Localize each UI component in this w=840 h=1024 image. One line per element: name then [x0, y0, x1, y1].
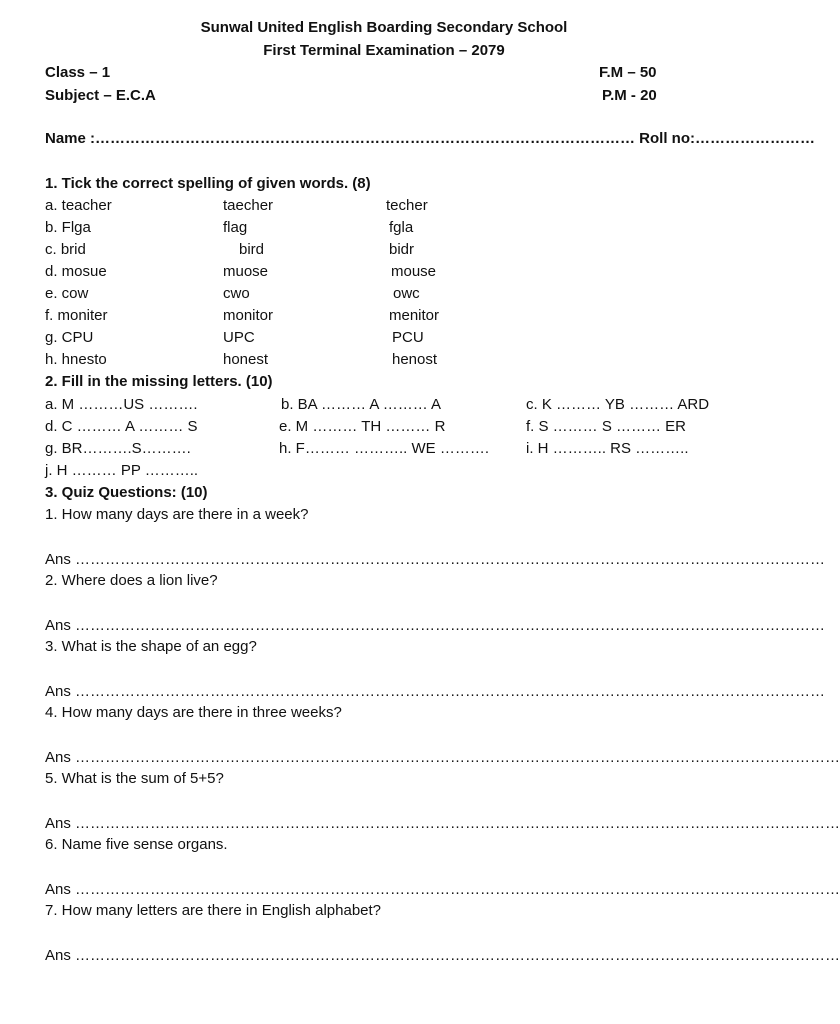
quiz-question: 7. How many letters are there in English alphabet?	[45, 902, 382, 919]
section1-item: h. hnesto	[45, 351, 107, 368]
answer-line[interactable]: Ans ………………………………………………………………………………………………………………………………………	[45, 815, 840, 832]
section1-option: owc	[393, 285, 420, 302]
section1-option: UPC	[223, 329, 255, 346]
section1-item: d. mosue	[45, 263, 107, 280]
quiz-question: 6. Name five sense organs.	[45, 836, 228, 853]
answer-line[interactable]: Ans ………………………………………………………………………………………………………………………………………	[45, 881, 840, 898]
section2-item: a. M ………US ……….	[45, 396, 198, 413]
section1-item: g. CPU	[45, 329, 94, 346]
section2-item: i. H ……….. RS ………..	[526, 440, 689, 457]
answer-line[interactable]: Ans ………………………………………………………………………………………………………………………………………	[45, 749, 840, 766]
section1-option: bird	[239, 241, 265, 258]
section1-option: mouse	[391, 263, 437, 280]
answer-line[interactable]: Ans ……………………………………………………………………………………………………………………………………	[45, 551, 826, 568]
section1-option: muose	[223, 263, 269, 280]
section1-item: a. teacher	[45, 197, 112, 214]
section2-item: b. BA ……… A ……… A	[281, 396, 442, 413]
section2-item: c. K ……… YB ……… ARD	[526, 396, 710, 413]
section1-title: 1. Tick the correct spelling of given words. (8)	[45, 175, 371, 192]
section2-item: h. F……… ……….. WE ……….	[279, 440, 490, 457]
school-name: Sunwal United English Boarding Secondary School	[200, 19, 568, 36]
quiz-question: 3. What is the shape of an egg?	[45, 638, 257, 655]
section2-item: g. BR……….S……….	[45, 440, 191, 457]
exam-title: First Terminal Examination – 2079	[263, 42, 505, 59]
quiz-question: 4. How many days are there in three weeks?	[45, 704, 342, 721]
section1-option: menitor	[389, 307, 440, 324]
section1-option: cwo	[223, 285, 250, 302]
section3-title: 3. Quiz Questions: (10)	[45, 484, 208, 501]
class-label: Class – 1	[45, 64, 111, 81]
section1-item: e. cow	[45, 285, 89, 302]
answer-line[interactable]: Ans ……………………………………………………………………………………………………………………………………	[45, 683, 826, 700]
quiz-question: 5. What is the sum of 5+5?	[45, 770, 224, 787]
section1-option: taecher	[223, 197, 274, 214]
section1-option: techer	[386, 197, 428, 214]
answer-line[interactable]: Ans ……………………………………………………………………………………………………………………………………	[45, 617, 826, 634]
quiz-question: 1. How many days are there in a week?	[45, 506, 309, 523]
name-roll-line: Name :……………………………………………………………………………………………… Roll no:……………………	[45, 130, 816, 147]
section1-option: PCU	[392, 329, 424, 346]
section1-option: fgla	[389, 219, 414, 236]
section1-item: c. brid	[45, 241, 86, 258]
section1-item: b. Flga	[45, 219, 91, 236]
section2-item: j. H ……… PP ………..	[45, 462, 199, 479]
section1-option: honest	[223, 351, 269, 368]
section1-option: bidr	[389, 241, 415, 258]
pass-marks: P.M - 20	[602, 87, 657, 104]
section1-option: henost	[392, 351, 438, 368]
section1-option: monitor	[223, 307, 274, 324]
section1-item: f. moniter	[45, 307, 108, 324]
full-marks: F.M – 50	[599, 64, 657, 81]
section2-item: e. M ……… TH ……… R	[279, 418, 446, 435]
quiz-question: 2. Where does a lion live?	[45, 572, 218, 589]
section2-item: f. S ……… S ……… ER	[526, 418, 687, 435]
subject-label: Subject – E.C.A	[45, 87, 156, 104]
section2-item: d. C ……… A ……… S	[45, 418, 198, 435]
section1-option: flag	[223, 219, 248, 236]
section2-title: 2. Fill in the missing letters. (10)	[45, 373, 273, 390]
answer-line[interactable]: Ans ………………………………………………………………………………………………………………………………………	[45, 947, 840, 964]
